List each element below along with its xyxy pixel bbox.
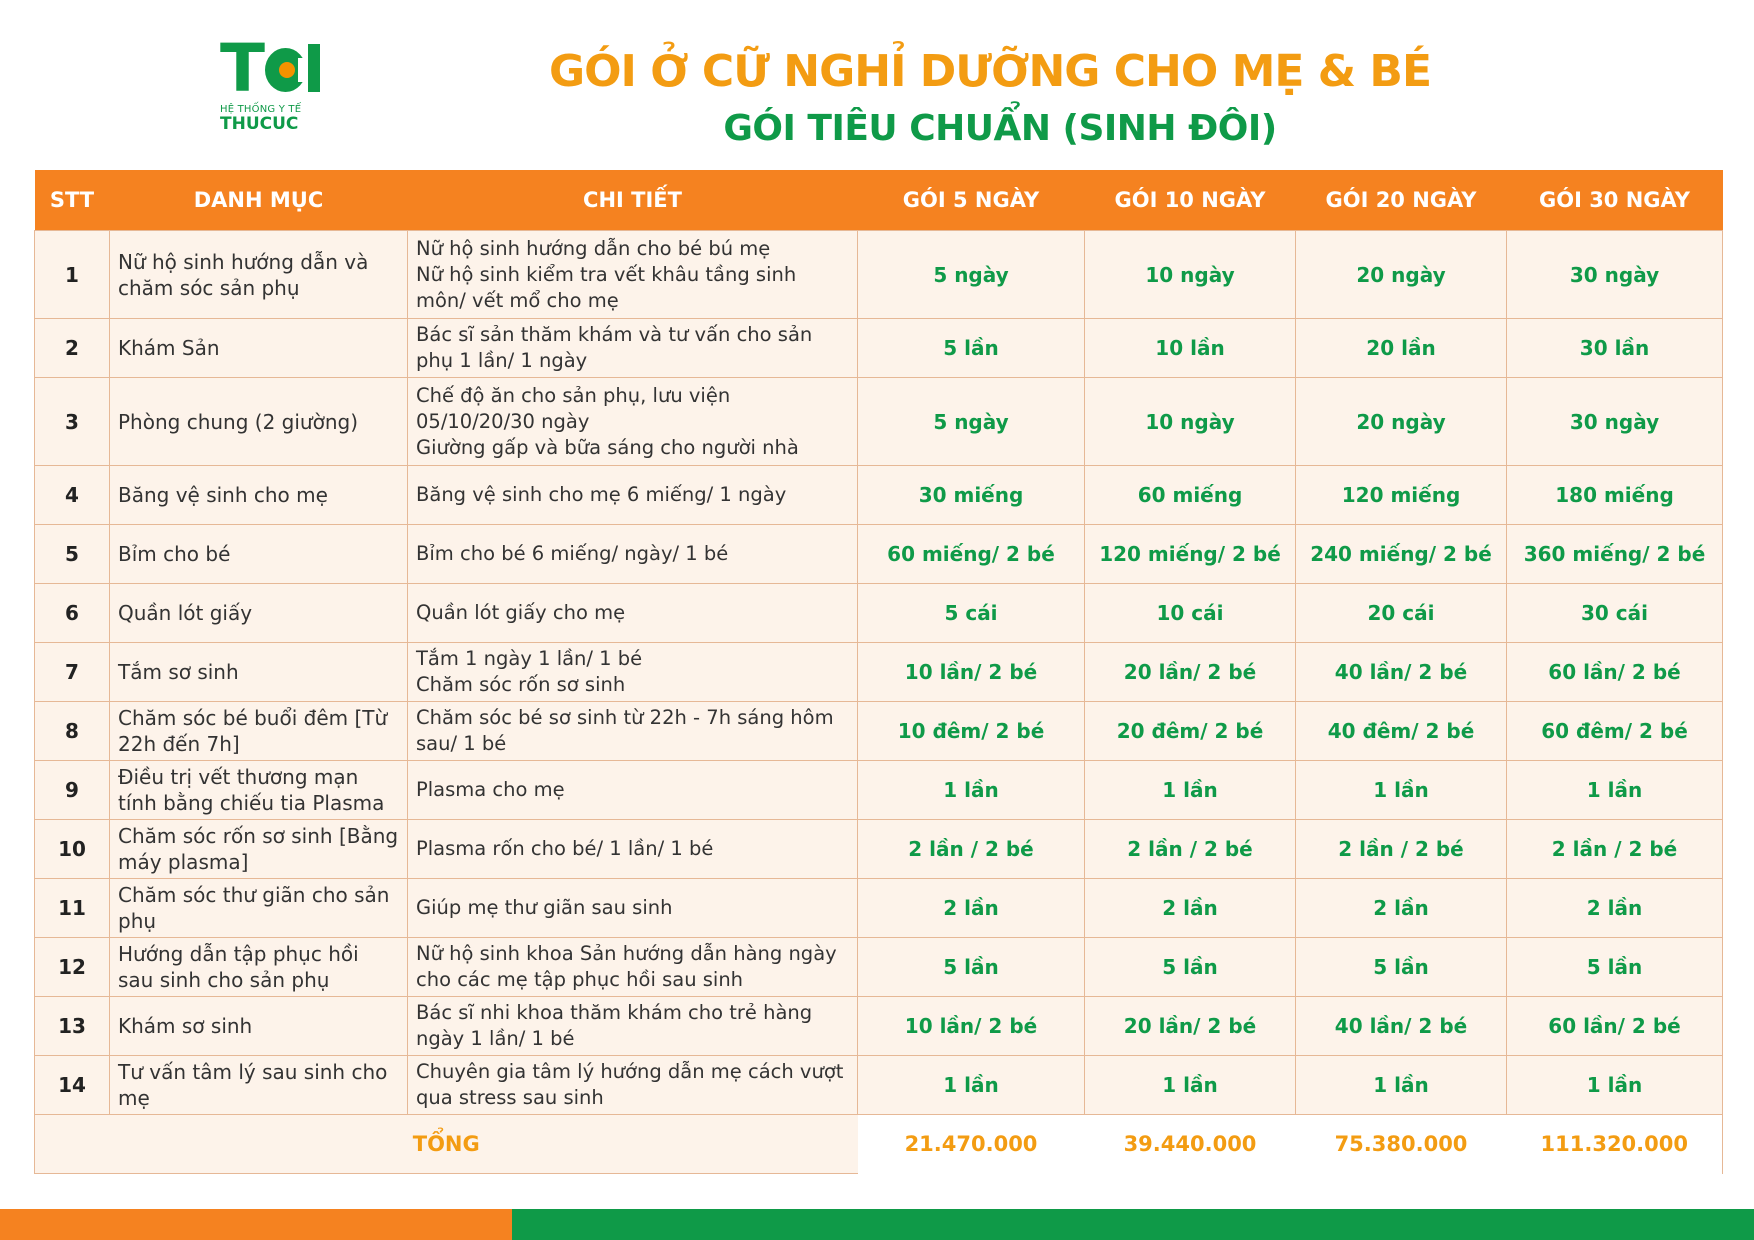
package-20-cell: 120 miếng	[1296, 466, 1507, 525]
package-5-cell: 2 lần	[858, 879, 1085, 938]
logo-brand: THUCUC	[220, 114, 299, 134]
table-row	[35, 997, 1723, 1056]
page-title: GÓI Ở CỮ NGHỈ DƯỠNG CHO MẸ & BÉ	[548, 46, 1432, 97]
package-5-cell: 10 lần/ 2 bé	[858, 643, 1085, 702]
package-30-cell: 60 lần/ 2 bé	[1507, 643, 1723, 702]
package-30-cell: 2 lần / 2 bé	[1507, 820, 1723, 879]
package-5-cell: 5 ngày	[858, 378, 1085, 466]
package-10-cell: 120 miếng/ 2 bé	[1085, 525, 1296, 584]
package-5-cell: 5 ngày	[858, 231, 1085, 319]
package-5-cell: 5 lần	[858, 319, 1085, 378]
package-20-cell: 40 lần/ 2 bé	[1296, 643, 1507, 702]
detail-cell: Bác sĩ sản thăm khám và tư vấn cho sản phụ 1 lần/ 1 ngày	[408, 319, 858, 378]
package-30-cell: 60 lần/ 2 bé	[1507, 997, 1723, 1056]
stt-cell: 11	[35, 879, 110, 938]
category-cell: Khám Sản	[110, 319, 408, 378]
detail-cell: Plasma rốn cho bé/ 1 lần/ 1 bé	[408, 820, 858, 879]
logo-subtitle: HỆ THỐNG Y TẾ	[220, 104, 302, 115]
package-10-cell: 20 lần/ 2 bé	[1085, 997, 1296, 1056]
package-20-cell: 40 lần/ 2 bé	[1296, 997, 1507, 1056]
package-5-cell: 5 lần	[858, 938, 1085, 997]
stt-cell: 3	[35, 378, 110, 466]
category-cell: Chăm sóc rốn sơ sinh [Bằng máy plasma]	[110, 820, 408, 879]
footer-bar-orange	[0, 1209, 512, 1240]
package-30-cell: 2 lần	[1507, 879, 1723, 938]
package-5-cell: 1 lần	[858, 761, 1085, 820]
stt-cell: 8	[35, 702, 110, 761]
logo-letter-t: T	[220, 30, 262, 107]
table-row	[35, 643, 1723, 702]
stt-cell: 13	[35, 997, 110, 1056]
detail-cell: Băng vệ sinh cho mẹ 6 miếng/ 1 ngày	[408, 466, 858, 525]
header-stt: STT	[35, 170, 110, 231]
detail-cell: Bỉm cho bé 6 miếng/ ngày/ 1 bé	[408, 525, 858, 584]
package-5-cell: 10 đêm/ 2 bé	[858, 702, 1085, 761]
package-30-cell: 1 lần	[1507, 761, 1723, 820]
detail-cell: Bác sĩ nhi khoa thăm khám cho trẻ hàng ngày 1 lần/ 1 bé	[408, 997, 858, 1056]
category-cell: Quần lót giấy	[110, 584, 408, 643]
category-cell: Hướng dẫn tập phục hồi sau sinh cho sản phụ	[110, 938, 408, 997]
table-row	[35, 466, 1723, 525]
package-5-cell: 5 cái	[858, 584, 1085, 643]
table-row	[35, 1056, 1723, 1115]
package-5-cell: 2 lần / 2 bé	[858, 820, 1085, 879]
stt-cell: 4	[35, 466, 110, 525]
package-5-cell: 30 miếng	[858, 466, 1085, 525]
table-row	[35, 378, 1723, 466]
package-10-cell: 20 lần/ 2 bé	[1085, 643, 1296, 702]
category-cell: Băng vệ sinh cho mẹ	[110, 466, 408, 525]
detail-cell: Quần lót giấy cho mẹ	[408, 584, 858, 643]
total-row	[35, 1115, 1723, 1174]
table-body	[35, 231, 1723, 1174]
logo-circle-c-icon	[265, 48, 306, 92]
stt-cell: 9	[35, 761, 110, 820]
stt-cell: 1	[35, 231, 110, 319]
package-20-cell: 2 lần	[1296, 879, 1507, 938]
category-cell: Phòng chung (2 giường)	[110, 378, 408, 466]
table-row	[35, 525, 1723, 584]
table-row	[35, 702, 1723, 761]
footer-bar-green	[512, 1209, 1754, 1240]
logo-bar-i-icon	[308, 44, 320, 92]
table-row	[35, 231, 1723, 319]
detail-cell: Tắm 1 ngày 1 lần/ 1 bé Chăm sóc rốn sơ sinh	[408, 643, 858, 702]
package-10-cell: 10 ngày	[1085, 378, 1296, 466]
package-30-cell: 30 lần	[1507, 319, 1723, 378]
package-20-cell: 20 ngày	[1296, 378, 1507, 466]
package-5-cell: 10 lần/ 2 bé	[858, 997, 1085, 1056]
table-header-row	[35, 170, 1723, 231]
package-10-cell: 60 miếng	[1085, 466, 1296, 525]
header-package-20: GÓI 20 NGÀY	[1296, 170, 1507, 231]
table-row	[35, 879, 1723, 938]
header-package-10: GÓI 10 NGÀY	[1085, 170, 1296, 231]
package-10-cell: 5 lần	[1085, 938, 1296, 997]
package-20-cell: 1 lần	[1296, 1056, 1507, 1115]
category-cell: Nữ hộ sinh hướng dẫn và chăm sóc sản phụ	[110, 231, 408, 319]
stt-cell: 10	[35, 820, 110, 879]
table-row	[35, 820, 1723, 879]
detail-cell: Nữ hộ sinh khoa Sản hướng dẫn hàng ngày cho các mẹ tập phục hồi sau sinh	[408, 938, 858, 997]
package-5-cell: 1 lần	[858, 1056, 1085, 1115]
package-20-cell: 40 đêm/ 2 bé	[1296, 702, 1507, 761]
table-row	[35, 584, 1723, 643]
category-cell: Chăm sóc bé buổi đêm [Từ 22h đến 7h]	[110, 702, 408, 761]
package-20-cell: 5 lần	[1296, 938, 1507, 997]
header-package-5: GÓI 5 NGÀY	[858, 170, 1085, 231]
package-10-cell: 20 đêm/ 2 bé	[1085, 702, 1296, 761]
package-20-cell: 20 ngày	[1296, 231, 1507, 319]
total-label: TỔNG	[35, 1115, 858, 1174]
package-20-cell: 2 lần / 2 bé	[1296, 820, 1507, 879]
stt-cell: 5	[35, 525, 110, 584]
header-detail: CHI TIẾT	[408, 170, 858, 231]
package-10-cell: 10 cái	[1085, 584, 1296, 643]
package-table	[34, 170, 1723, 1174]
category-cell: Tư vấn tâm lý sau sinh cho mẹ	[110, 1056, 408, 1115]
package-20-cell: 20 cái	[1296, 584, 1507, 643]
category-cell: Tắm sơ sinh	[110, 643, 408, 702]
table-row	[35, 761, 1723, 820]
package-5-cell: 60 miếng/ 2 bé	[858, 525, 1085, 584]
total-value-30: 111.320.000	[1507, 1115, 1723, 1174]
category-cell: Khám sơ sinh	[110, 997, 408, 1056]
stt-cell: 12	[35, 938, 110, 997]
package-30-cell: 30 ngày	[1507, 231, 1723, 319]
stt-cell: 7	[35, 643, 110, 702]
stt-cell: 2	[35, 319, 110, 378]
category-cell: Chăm sóc thư giãn cho sản phụ	[110, 879, 408, 938]
package-30-cell: 5 lần	[1507, 938, 1723, 997]
detail-cell: Nữ hộ sinh hướng dẫn cho bé bú mẹ Nữ hộ sinh kiểm tra vết khâu tầng sinh môn/ vết mổ cho mẹ	[408, 231, 858, 319]
category-cell: Bỉm cho bé	[110, 525, 408, 584]
package-30-cell: 30 cái	[1507, 584, 1723, 643]
package-10-cell: 2 lần	[1085, 879, 1296, 938]
package-30-cell: 1 lần	[1507, 1056, 1723, 1115]
header-category: DANH MỤC	[110, 170, 408, 231]
logo-mark	[220, 30, 320, 107]
package-10-cell: 10 ngày	[1085, 231, 1296, 319]
header-package-30: GÓI 30 NGÀY	[1507, 170, 1723, 231]
detail-cell: Plasma cho mẹ	[408, 761, 858, 820]
table-row	[35, 319, 1723, 378]
detail-cell: Chuyên gia tâm lý hướng dẫn mẹ cách vượt qua stress sau sinh	[408, 1056, 858, 1115]
detail-cell: Chăm sóc bé sơ sinh từ 22h - 7h sáng hôm sau/ 1 bé	[408, 702, 858, 761]
stt-cell: 14	[35, 1056, 110, 1115]
package-10-cell: 1 lần	[1085, 761, 1296, 820]
detail-cell: Giúp mẹ thư giãn sau sinh	[408, 879, 858, 938]
thucuc-logo	[220, 30, 320, 140]
package-20-cell: 1 lần	[1296, 761, 1507, 820]
package-20-cell: 20 lần	[1296, 319, 1507, 378]
table-row	[35, 938, 1723, 997]
package-10-cell: 1 lần	[1085, 1056, 1296, 1115]
package-10-cell: 2 lần / 2 bé	[1085, 820, 1296, 879]
page-subtitle: GÓI TIÊU CHUẨN (SINH ĐÔI)	[723, 108, 1277, 149]
total-value-10: 39.440.000	[1085, 1115, 1296, 1174]
package-30-cell: 30 ngày	[1507, 378, 1723, 466]
total-value-20: 75.380.000	[1296, 1115, 1507, 1174]
package-20-cell: 240 miếng/ 2 bé	[1296, 525, 1507, 584]
package-30-cell: 360 miếng/ 2 bé	[1507, 525, 1723, 584]
package-30-cell: 60 đêm/ 2 bé	[1507, 702, 1723, 761]
total-value-5: 21.470.000	[858, 1115, 1085, 1174]
package-10-cell: 10 lần	[1085, 319, 1296, 378]
category-cell: Điều trị vết thương mạn tính bằng chiếu tia Plasma	[110, 761, 408, 820]
stt-cell: 6	[35, 584, 110, 643]
package-30-cell: 180 miếng	[1507, 466, 1723, 525]
detail-cell: Chế độ ăn cho sản phụ, lưu viện 05/10/20/30 ngày Giường gấp và bữa sáng cho người nhà	[408, 378, 858, 466]
